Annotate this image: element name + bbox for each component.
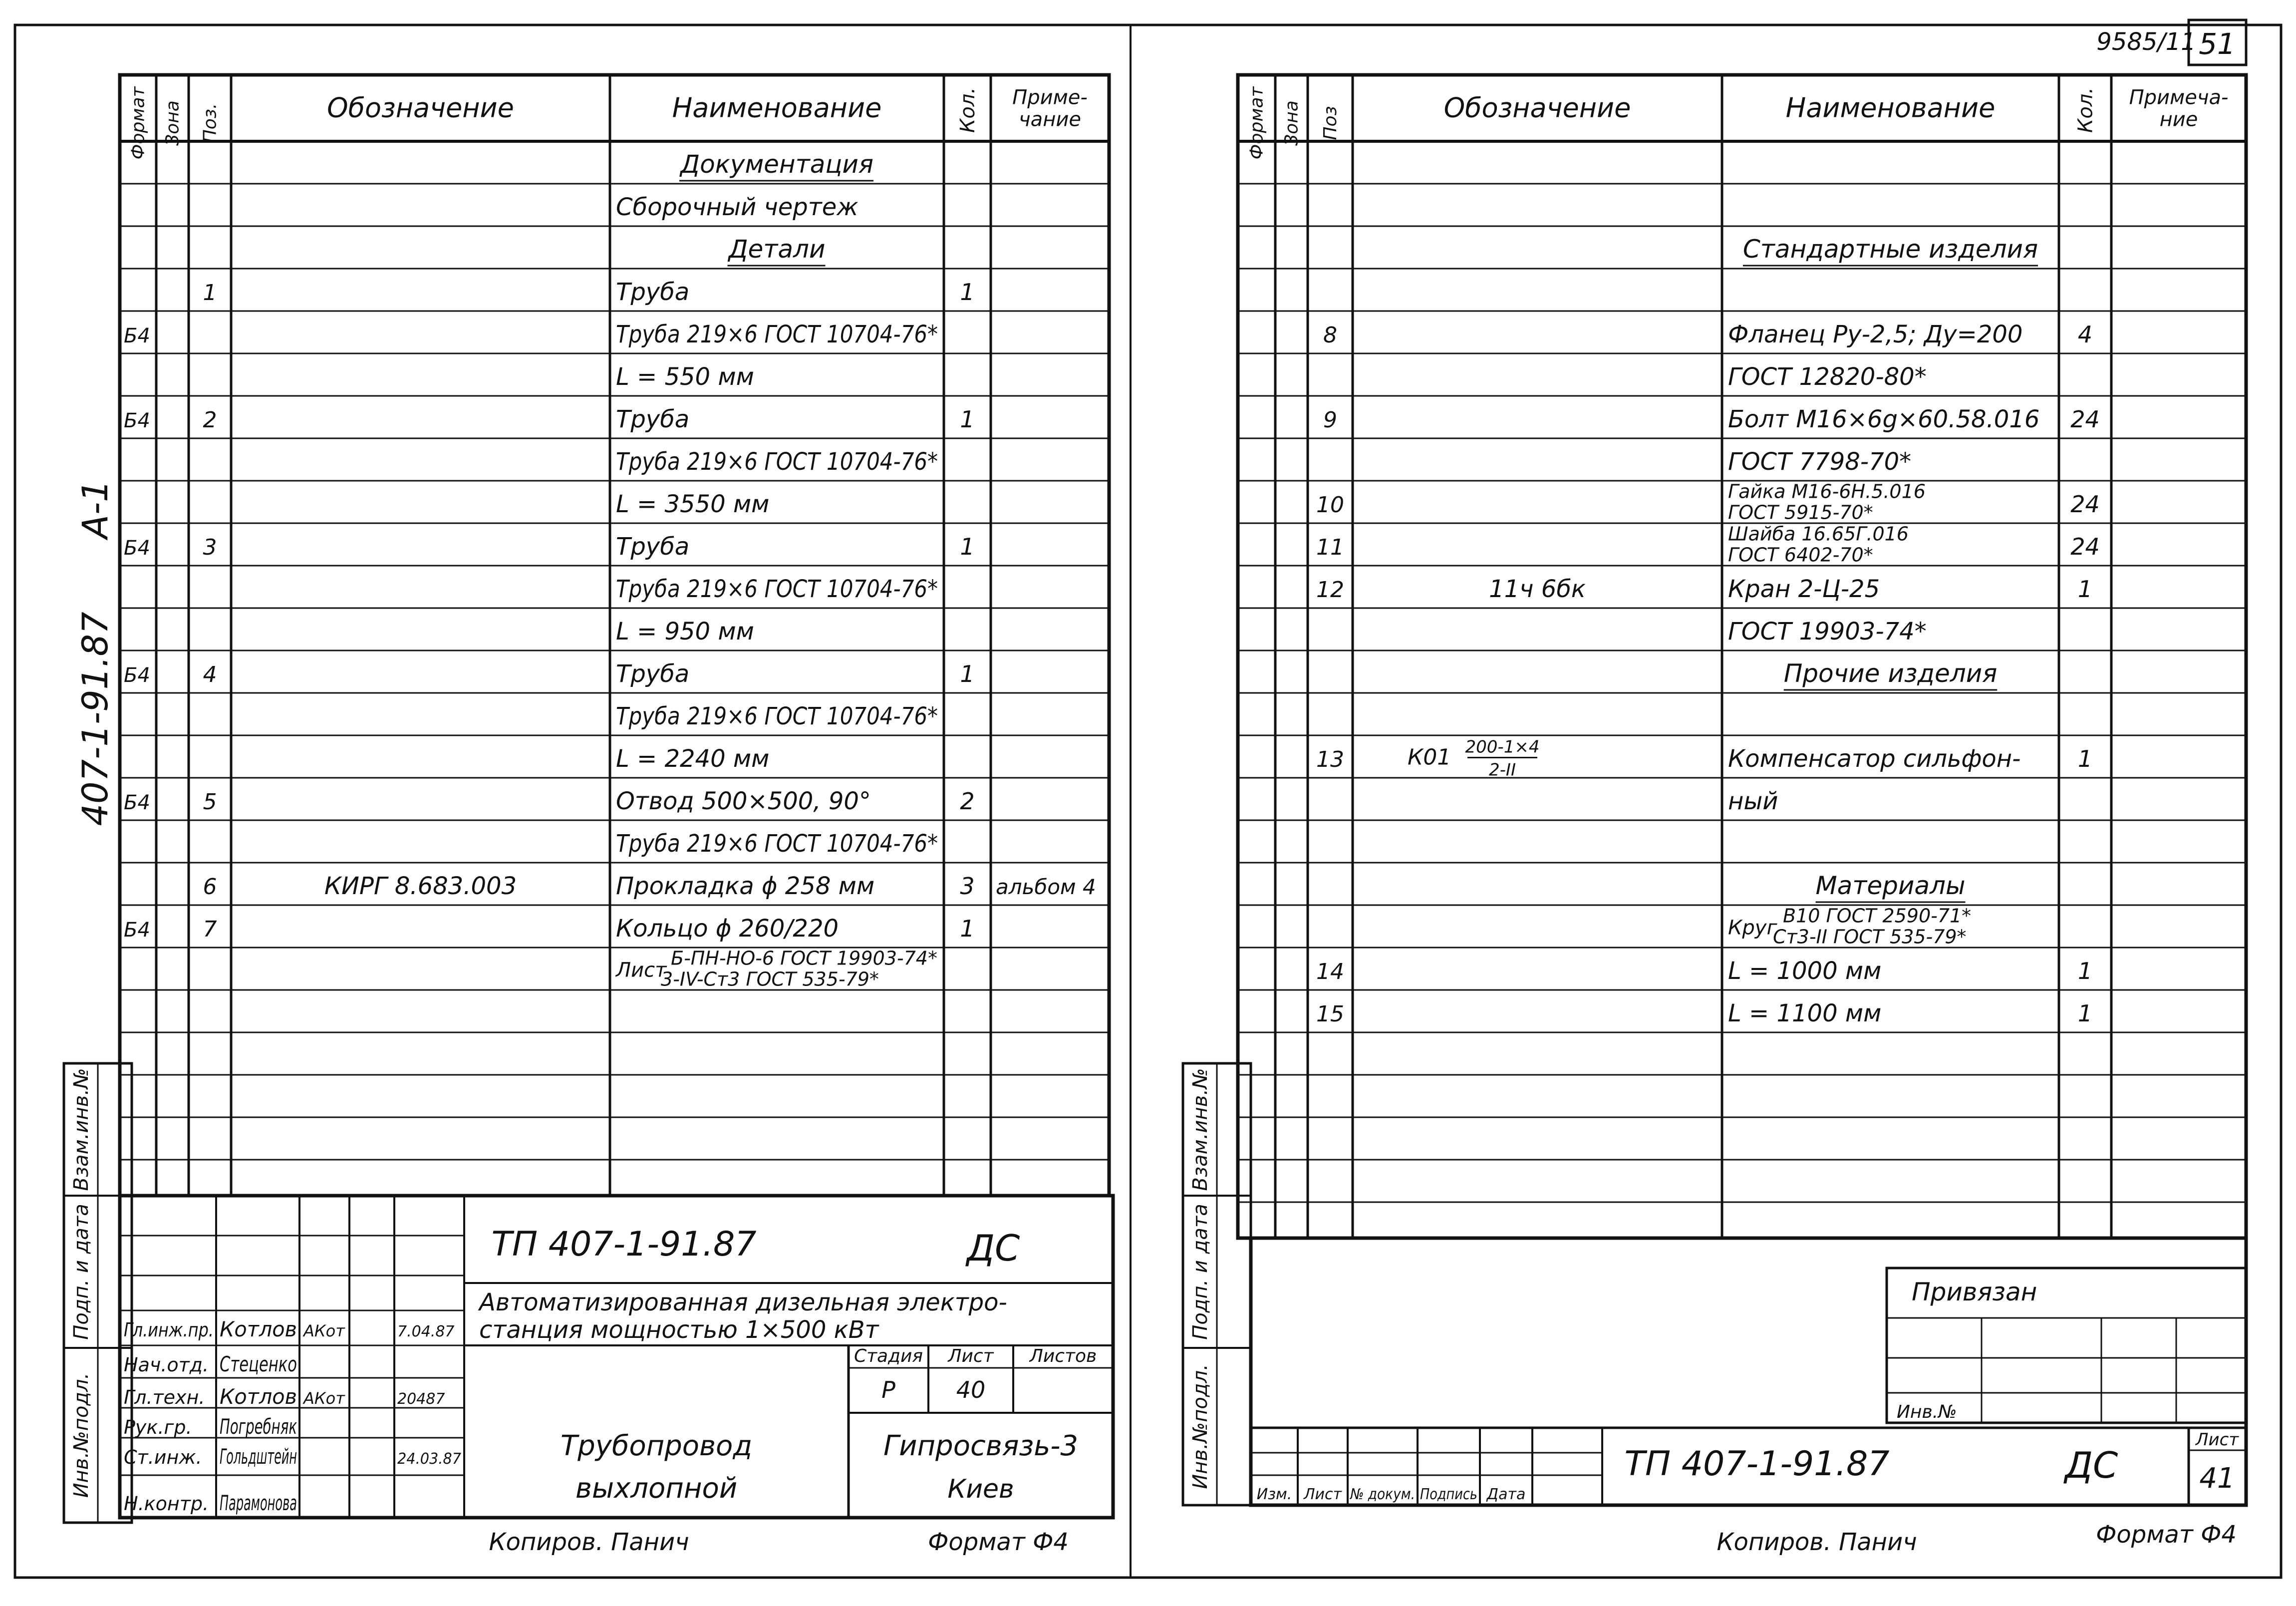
document-type: ДС bbox=[966, 1227, 1020, 1269]
name-cell: Отвод 500×500, 90° bbox=[616, 787, 871, 815]
name-cell: ГОСТ 12820-80* bbox=[1728, 363, 1927, 391]
copied-by-note: Копиров. Панич bbox=[489, 1528, 689, 1556]
sheets-label: Листов bbox=[1029, 1346, 1097, 1366]
project-side-label: 407-1-91.87 bbox=[75, 612, 116, 826]
object-title-line: Автоматизированная дизельная электро- bbox=[479, 1288, 1007, 1316]
name-prefix: Лист bbox=[616, 959, 667, 982]
side-stamp-label: Инв.№подл. bbox=[1189, 1364, 1212, 1489]
position-cell: 11 bbox=[1316, 535, 1344, 560]
copied-by-note: Копиров. Панич bbox=[1717, 1528, 1917, 1556]
position-cell: 14 bbox=[1316, 959, 1344, 984]
stamp-column-label: № докум. bbox=[1349, 1486, 1415, 1503]
position-cell: 15 bbox=[1316, 1001, 1344, 1027]
product-name-line: выхлопной bbox=[575, 1472, 738, 1505]
format-note: Формат Ф4 bbox=[928, 1528, 1069, 1556]
name-cell-bottom: Ст3-II ГОСТ 535-79* bbox=[1773, 926, 1967, 948]
position-cell: 12 bbox=[1316, 577, 1344, 603]
quantity-cell: 24 bbox=[2070, 406, 2100, 433]
signer-role: Гл.техн. bbox=[124, 1386, 205, 1408]
left-header-format: Формат bbox=[128, 86, 149, 160]
section-heading: Прочие изделия bbox=[1783, 659, 1998, 688]
quantity-cell: 3 bbox=[960, 873, 975, 900]
quantity-cell: 1 bbox=[960, 660, 975, 687]
right-header-note: Примеча- bbox=[2129, 86, 2229, 109]
tied-label: Привязан bbox=[1912, 1278, 2037, 1306]
right-header-note: ние bbox=[2159, 108, 2198, 131]
organization-city: Киев bbox=[947, 1474, 1014, 1504]
position-cell: 2 bbox=[203, 407, 217, 433]
stamp-column-label: Изм. bbox=[1256, 1486, 1292, 1503]
sheet-label: Лист bbox=[948, 1346, 994, 1366]
side-stamp-label: Инв.№подл. bbox=[70, 1372, 93, 1498]
format-cell: Б4 bbox=[124, 664, 150, 687]
quantity-cell: 1 bbox=[2077, 745, 2093, 772]
section-heading: Детали bbox=[728, 235, 826, 264]
quantity-cell: 24 bbox=[2070, 491, 2100, 518]
left-spec-frame bbox=[120, 75, 1109, 1196]
signer-name: Котлов bbox=[220, 1317, 297, 1341]
designation-cell: 11ч 6бк bbox=[1489, 575, 1586, 603]
name-cell-bottom: 3-IV-Ст3 ГОСТ 535-79* bbox=[661, 968, 879, 990]
stamp-column-label: Лист bbox=[1303, 1486, 1342, 1503]
sheet-value: 41 bbox=[2199, 1462, 2235, 1495]
name-cell-top: Б-ПН-НО-6 ГОСТ 19903-74* bbox=[671, 947, 937, 969]
format-cell: Б4 bbox=[124, 409, 150, 432]
document-code: ТП 407-1-91.87 bbox=[491, 1225, 757, 1264]
format-cell: Б4 bbox=[124, 791, 150, 814]
signer-name: Парамонова bbox=[220, 1491, 297, 1515]
name-cell: Труба 219×6 ГОСТ 10704-76* bbox=[616, 702, 938, 730]
format-cell: Б4 bbox=[124, 324, 150, 347]
name-cell-top: В10 ГОСТ 2590-71* bbox=[1783, 905, 1972, 927]
position-cell: 4 bbox=[203, 662, 217, 687]
quantity-cell: 4 bbox=[2077, 321, 2093, 348]
name-cell-bottom: ГОСТ 6402-70* bbox=[1728, 544, 1873, 566]
name-prefix: Круг bbox=[1728, 916, 1777, 940]
right-header-name: Наименование bbox=[1785, 92, 1996, 124]
name-cell: ГОСТ 7798-70* bbox=[1728, 448, 1912, 476]
position-cell: 5 bbox=[203, 789, 217, 815]
signer-date: 7.04.87 bbox=[397, 1323, 455, 1340]
name-cell: ГОСТ 19903-74* bbox=[1728, 618, 1927, 645]
name-cell: Труба bbox=[616, 533, 690, 561]
quantity-cell: 1 bbox=[960, 279, 975, 306]
side-stamp-label: Взам.инв.№ bbox=[1189, 1068, 1212, 1191]
signer-signature: АКот bbox=[303, 1389, 345, 1408]
format-cell: Б4 bbox=[124, 919, 150, 942]
signer-role: Гл.инж.пр. bbox=[124, 1319, 214, 1341]
format-cell: Б4 bbox=[124, 537, 150, 560]
designation-cell: К01 bbox=[1408, 744, 1451, 770]
signer-role: Рук.гр. bbox=[124, 1416, 192, 1438]
sheet-value: 40 bbox=[956, 1376, 986, 1403]
name-cell: Труба 219×6 ГОСТ 10704-76* bbox=[616, 448, 938, 476]
document-code: ТП 407-1-91.87 bbox=[1624, 1444, 1890, 1484]
quantity-cell: 2 bbox=[960, 788, 975, 815]
position-cell: 3 bbox=[203, 535, 217, 560]
name-cell: Труба 219×6 ГОСТ 10704-76* bbox=[616, 575, 938, 603]
position-cell: 1 bbox=[203, 280, 217, 306]
name-cell: Сборочный чертеж bbox=[616, 193, 859, 221]
note-cell: альбом 4 bbox=[996, 875, 1096, 899]
sheet-label: Лист bbox=[2195, 1430, 2239, 1450]
right-header-zone: Зона bbox=[1281, 100, 1302, 146]
stamp-column-label: Подпись bbox=[1420, 1486, 1477, 1503]
name-cell-top: Шайба 16.65Г.016 bbox=[1728, 523, 1909, 545]
signer-role: Ст.инж. bbox=[124, 1446, 202, 1468]
left-header-note: Приме- bbox=[1012, 86, 1088, 109]
inventory-number-label: Инв.№ bbox=[1897, 1402, 1957, 1422]
signer-name: Погребняк bbox=[220, 1414, 297, 1439]
position-cell: 13 bbox=[1316, 747, 1344, 772]
organization-name: Гипросвязь-3 bbox=[883, 1430, 1079, 1462]
left-header-designation: Обозначение bbox=[327, 92, 514, 124]
album-side-label: А-1 bbox=[75, 480, 116, 539]
name-cell: Компенсатор сильфон- bbox=[1728, 745, 2021, 773]
product-name-line: Трубопровод bbox=[560, 1430, 753, 1462]
quantity-cell: 1 bbox=[2077, 958, 2093, 984]
side-stamp-label: Подп. и дата bbox=[1189, 1204, 1212, 1340]
position-cell: 10 bbox=[1316, 492, 1344, 518]
section-heading: Документация bbox=[680, 150, 873, 179]
signer-name: Гольдштейн bbox=[220, 1444, 297, 1469]
name-cell: Труба bbox=[616, 405, 690, 433]
quantity-cell: 24 bbox=[2070, 533, 2100, 560]
quantity-cell: 1 bbox=[960, 915, 975, 942]
signer-date: 24.03.87 bbox=[397, 1450, 461, 1468]
right-header-format: Формат bbox=[1246, 86, 1267, 160]
section-heading: Стандартные изделия bbox=[1742, 235, 2038, 264]
designation-cell: КИРГ 8.683.003 bbox=[324, 872, 517, 900]
right-header-designation: Обозначение bbox=[1443, 92, 1631, 124]
stamp-column-label: Дата bbox=[1486, 1486, 1526, 1503]
stage-label: Стадия bbox=[854, 1346, 923, 1366]
name-cell: L = 950 мм bbox=[616, 618, 754, 645]
position-cell: 9 bbox=[1323, 407, 1337, 433]
left-header-qty: Кол. bbox=[956, 87, 979, 133]
position-cell: 8 bbox=[1323, 322, 1337, 348]
name-cell: L = 2240 мм bbox=[616, 745, 770, 773]
archive-stamp-number: 9585/11 bbox=[2096, 28, 2196, 56]
name-cell: Болт М16×6g×60.58.016 bbox=[1728, 405, 2040, 433]
signer-signature: АКот bbox=[303, 1321, 345, 1340]
quantity-cell: 1 bbox=[2077, 576, 2093, 603]
side-stamp-label: Взам.инв.№ bbox=[70, 1068, 93, 1191]
signer-name: Котлов bbox=[220, 1384, 297, 1409]
quantity-cell: 1 bbox=[2077, 1000, 2093, 1027]
side-stamp-label: Подп. и дата bbox=[70, 1204, 93, 1340]
name-cell: L = 1000 мм bbox=[1728, 957, 1882, 985]
position-cell: 6 bbox=[203, 874, 217, 900]
section-heading: Материалы bbox=[1815, 871, 1966, 900]
designation-fraction-top: 200-1×4 bbox=[1465, 737, 1540, 757]
signer-name: Стеценко bbox=[220, 1352, 297, 1376]
name-cell: L = 550 мм bbox=[616, 363, 754, 391]
object-title-line: станция мощностью 1×500 кВт bbox=[479, 1316, 879, 1344]
left-header-zone: Зона bbox=[162, 100, 183, 146]
signer-role: Нач.отд. bbox=[124, 1354, 209, 1376]
stage-value: Р bbox=[881, 1376, 895, 1403]
page-number: 51 bbox=[2199, 27, 2236, 61]
format-note: Формат Ф4 bbox=[2096, 1521, 2237, 1549]
name-cell: Фланец Ру-2,5; Ду=200 bbox=[1728, 321, 2023, 348]
right-header-qty: Кол. bbox=[2074, 87, 2097, 133]
name-cell: Прокладка ϕ 258 мм bbox=[616, 872, 875, 900]
name-cell: L = 3550 мм bbox=[616, 490, 770, 518]
name-cell: Труба bbox=[616, 278, 690, 306]
signer-role: Н.контр. bbox=[124, 1493, 209, 1515]
name-cell: Труба bbox=[616, 660, 690, 688]
name-cell: Труба 219×6 ГОСТ 10704-76* bbox=[616, 321, 938, 348]
left-header-name: Наименование bbox=[672, 92, 882, 124]
right-header-pos: Поз bbox=[1320, 106, 1341, 140]
right-spec-frame bbox=[1238, 75, 2246, 1238]
name-cell: Кран 2-Ц-25 bbox=[1728, 575, 1880, 603]
left-header-pos: Поз. bbox=[200, 103, 221, 143]
name-cell-bottom: ГОСТ 5915-70* bbox=[1728, 501, 1873, 524]
name-cell-top: Гайка М16-6Н.5.016 bbox=[1728, 480, 1926, 503]
designation-fraction-bottom: 2-II bbox=[1489, 760, 1516, 780]
name-cell: L = 1100 мм bbox=[1728, 999, 1882, 1027]
name-cell: Труба 219×6 ГОСТ 10704-76* bbox=[616, 830, 938, 858]
quantity-cell: 1 bbox=[960, 406, 975, 433]
quantity-cell: 1 bbox=[960, 533, 975, 560]
left-header-note: чание bbox=[1019, 108, 1081, 131]
document-type: ДС bbox=[2064, 1444, 2118, 1486]
name-cell: Кольцо ϕ 260/220 bbox=[616, 915, 839, 943]
signer-date: 20487 bbox=[397, 1390, 445, 1408]
name-cell: ный bbox=[1728, 787, 1778, 815]
position-cell: 7 bbox=[203, 917, 217, 942]
